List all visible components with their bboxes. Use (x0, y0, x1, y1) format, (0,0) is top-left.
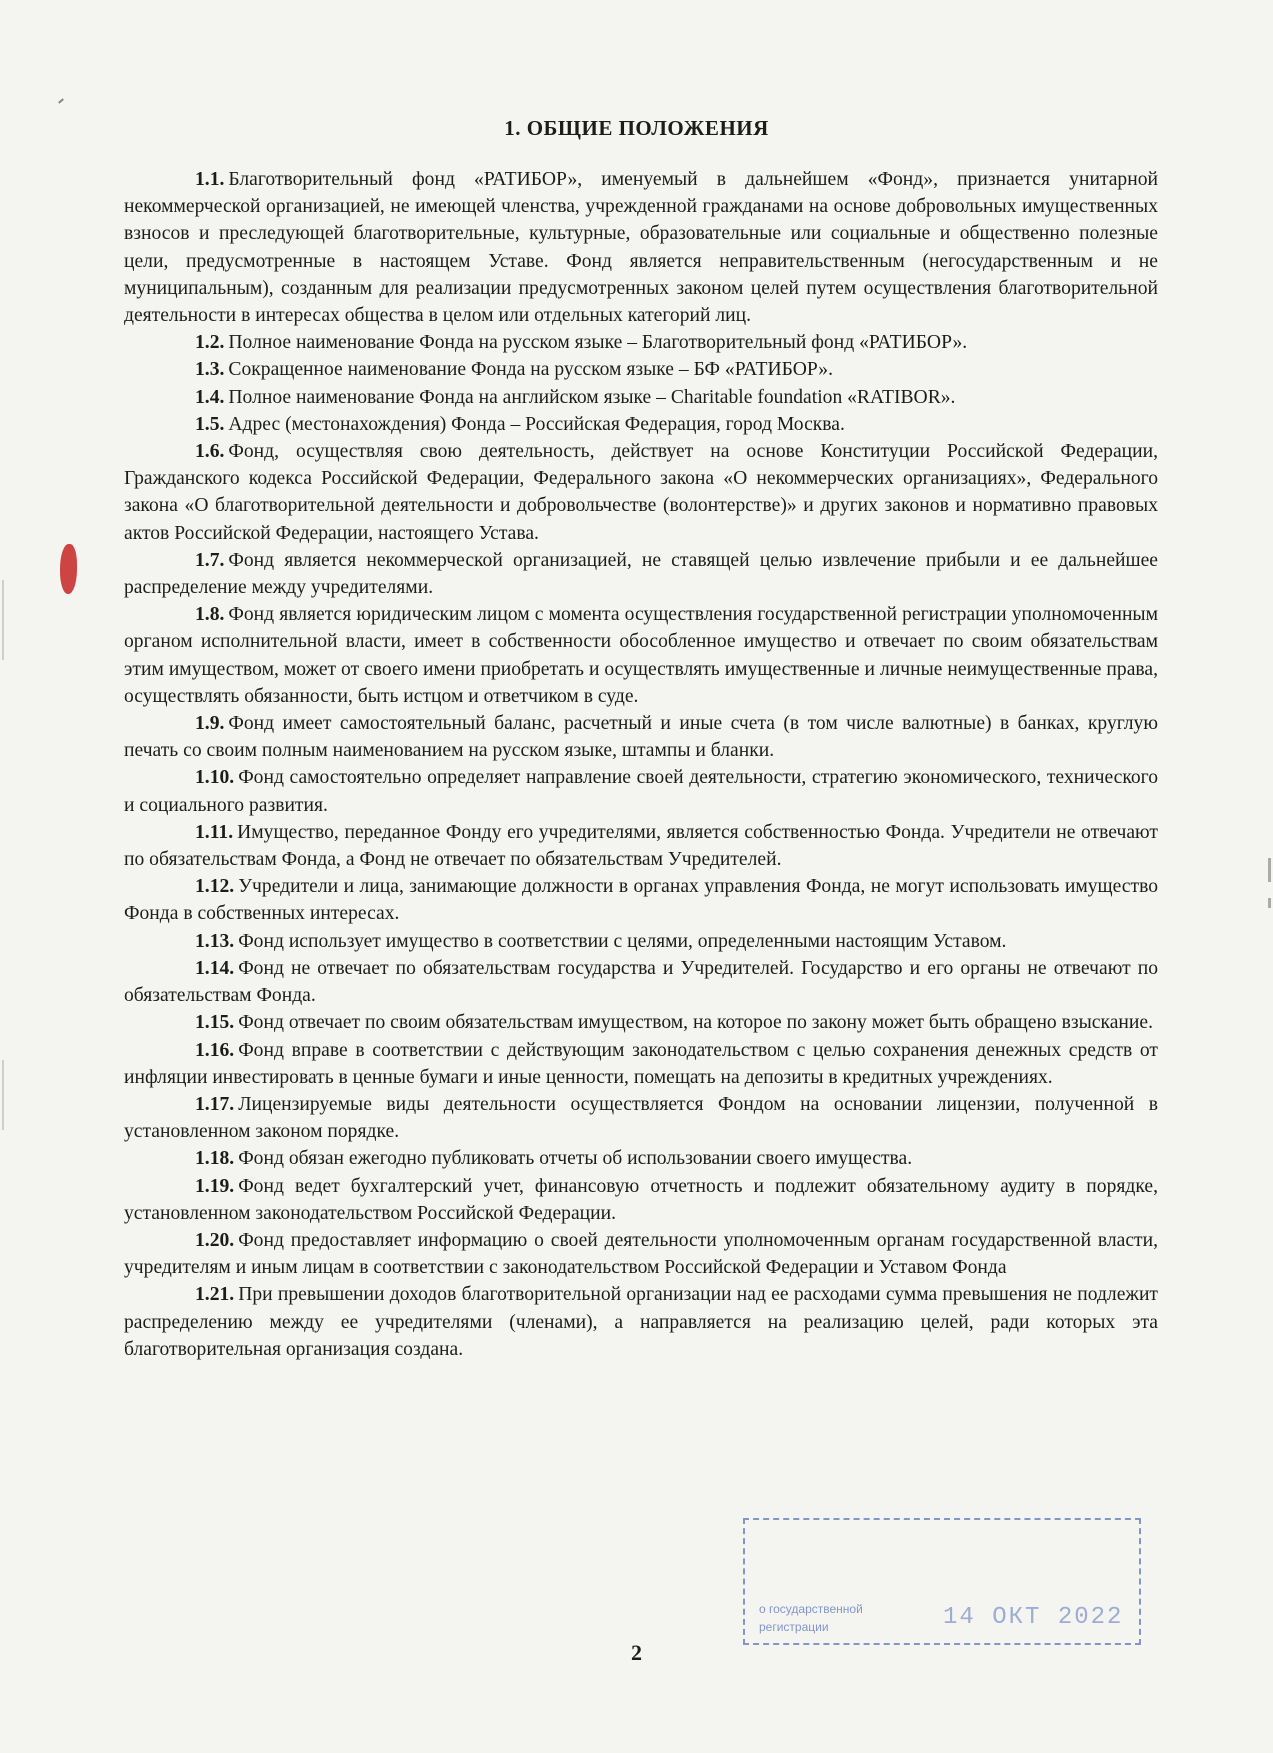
clause-text: Имущество, переданное Фонду его учредителями, является собственностью Фонда. Учредители не отвечают по обязательствам Фонда, а Фонд не отвечает по обязательствам Учредителей. (124, 821, 1158, 871)
clause-paragraph (124, 356, 1158, 383)
clause-number: 1.12. (195, 876, 235, 898)
clause-paragraph (124, 1173, 1158, 1227)
clause-paragraph (124, 1281, 1158, 1363)
clause-paragraph (124, 438, 1158, 547)
clause-paragraph (124, 1227, 1158, 1281)
clause-paragraph (124, 819, 1158, 873)
clause-text: Фонд предоставляет информацию о своей деятельности уполномоченным органам государственной власти, учредителям и иным лицам в соответствии с законодательством Российской Федерации и Уставом Фонда (124, 1229, 1158, 1279)
clause-number: 1.6. (195, 441, 225, 463)
scan-edge-mark (1268, 898, 1271, 908)
clause-number: 1.11. (195, 821, 234, 843)
clause-text: Учредители и лица, занимающие должности в органах управления Фонда, не могут использовать имущество Фонда в собственных интересах. (124, 876, 1158, 925)
section-heading: 1. ОБЩИЕ ПОЛОЖЕНИЯ (504, 116, 769, 140)
clause-paragraph (124, 710, 1158, 764)
document-body (124, 166, 1158, 1363)
clause-number: 1.7. (195, 549, 225, 571)
clause-paragraph (124, 384, 1158, 411)
clause-text: Фонд использует имущество в соответствии с целями, определенными настоящим Уставом. (238, 930, 1007, 952)
clause-paragraph (124, 601, 1158, 710)
registration-stamp (743, 1518, 1141, 1645)
stamp-text-line: регистрации (759, 1620, 829, 1634)
clause-text: Фонд не отвечает по обязательствам государства и Учредителей. Государство и его органы не отвечают по обязательствам Фонда. (124, 957, 1158, 1007)
clause-number: 1.9. (195, 713, 225, 735)
clause-text: Фонд имеет самостоятельный баланс, расчетный и иные счета (в том числе валютные) в банках, круглую печать со своим полным наименованием на русском языке, штампы и бланки. (124, 713, 1158, 762)
clause-text: Фонд ведет бухгалтерский учет, финансовую отчетность и подлежит обязательному аудиту в порядке, установленном законодательством Российской Федерации. (124, 1175, 1158, 1224)
clause-text: Фонд является некоммерческой организацией, не ставящей целью извлечение прибыли и ее дальнейшее распределение между учредителями. (124, 549, 1158, 599)
scan-edge-mark (2, 1060, 4, 1130)
clause-paragraph (124, 411, 1158, 438)
clause-text: Благотворительный фонд «РАТИБОР», именуемый в дальнейшем «Фонд», признается унитарной некоммерческой организацией, не имеющей членства, учрежденной гражданами на основе добровольных имущественных взносов и преследующей благотворительные, культурные, образовательные или социальные и общественно полезные цели, предусмотренные в настоящем Уставе. Фонд является неправительственным (негосударственным и не муниципальным), созданным для реализации предусмотренных законом целей путем осуществления благотворительной деятельности в интересах общества в целом или отдельных категорий лиц. (124, 169, 1158, 327)
clause-text: Фонд, осуществляя свою деятельность, действует на основе Конституции Российской Федерации, Гражданского кодекса Российской Федерации, Федерального закона «О некоммерческих организациях», Федерального закона «О благотворительной деятельности и добровольчестве (волонтерстве)» и других законов и нормативно правовых актов Российской Федерации, настоящего Устава. (124, 441, 1158, 544)
clause-text: Адрес (местонахождения) Фонда – Российская Федерация, город Москва. (228, 413, 845, 435)
clause-number: 1.20. (195, 1229, 235, 1251)
clause-number: 1.8. (195, 604, 225, 626)
stamp-text-line: о государственной (759, 1602, 863, 1616)
clause-text: Фонд вправе в соответствии с действующим законодательством с целью сохранения денежных средств от инфляции инвестировать в ценные бумаги и иные ценности, помещать на депозиты в кредитных учреждениях. (124, 1039, 1158, 1088)
clause-text: Фонд отвечает по своим обязательствам имуществом, на которое по закону может быть обращено взыскание. (238, 1012, 1153, 1034)
clause-text: Лицензируемые виды деятельности осуществляется Фондом на основании лицензии, полученной в установленном законом порядке. (124, 1093, 1158, 1143)
clause-paragraph (124, 166, 1158, 329)
scan-edge-mark (1268, 858, 1271, 882)
clause-number: 1.17. (195, 1093, 235, 1115)
clause-paragraph (124, 1009, 1158, 1036)
clause-paragraph (124, 955, 1158, 1009)
clause-number: 1.19. (195, 1175, 235, 1197)
clause-paragraph (124, 1145, 1158, 1172)
clause-number: 1.14. (195, 957, 235, 979)
clause-number: 1.15. (195, 1012, 235, 1034)
red-ink-mark (60, 544, 77, 594)
clause-text: Сокращенное наименование Фонда на русском языке – БФ «РАТИБОР». (228, 359, 833, 381)
clause-text: Полное наименование Фонда на русском языке – Благотворительный фонд «РАТИБОР». (228, 332, 968, 354)
clause-paragraph (124, 873, 1158, 927)
page-number: 2 (631, 1640, 642, 1665)
clause-paragraph (124, 1091, 1158, 1145)
clause-text: При превышении доходов благотворительной организации над ее расходами сумма превышения не подлежит распределению между ее учредителями (членами), а направляется на реализацию целей, ради которых эта благотворительная организация создана. (124, 1284, 1158, 1360)
scan-edge-mark (2, 580, 4, 660)
scan-mark (58, 98, 64, 103)
clause-number: 1.21. (195, 1284, 235, 1306)
clause-number: 1.13. (195, 930, 235, 952)
clause-number: 1.18. (195, 1148, 235, 1170)
clause-text: Фонд самостоятельно определяет направление своей деятельности, стратегию экономического, технического и социального развития. (124, 767, 1158, 816)
clause-paragraph (124, 329, 1158, 356)
clause-number: 1.4. (195, 386, 225, 408)
clause-number: 1.3. (195, 359, 225, 381)
clause-paragraph (124, 547, 1158, 601)
clause-paragraph (124, 928, 1158, 955)
clause-number: 1.5. (195, 413, 225, 435)
clause-text: Полное наименование Фонда на английском языке – Charitable foundation «RATIBOR». (228, 386, 956, 408)
clause-number: 1.10. (195, 767, 235, 789)
clause-text: Фонд обязан ежегодно публиковать отчеты об использовании своего имущества. (238, 1148, 913, 1170)
clause-paragraph (124, 764, 1158, 818)
clause-text: Фонд является юридическим лицом с момента осуществления государственной регистрации уполномоченным органом исполнительной власти, имеет в собственности обособленное имущество и отвечает по своим обязательствам этим имуществом, может от своего имени приобретать и осуществлять имущественные и личные неимущественные права, осуществлять обязанности, быть истцом и ответчиком в суде. (124, 604, 1158, 707)
clause-paragraph (124, 1037, 1158, 1091)
clause-number: 1.1. (195, 169, 225, 190)
clause-number: 1.2. (195, 332, 225, 354)
clause-number: 1.16. (195, 1039, 235, 1061)
stamp-date: 14 ОКТ 2022 (943, 1604, 1124, 1631)
